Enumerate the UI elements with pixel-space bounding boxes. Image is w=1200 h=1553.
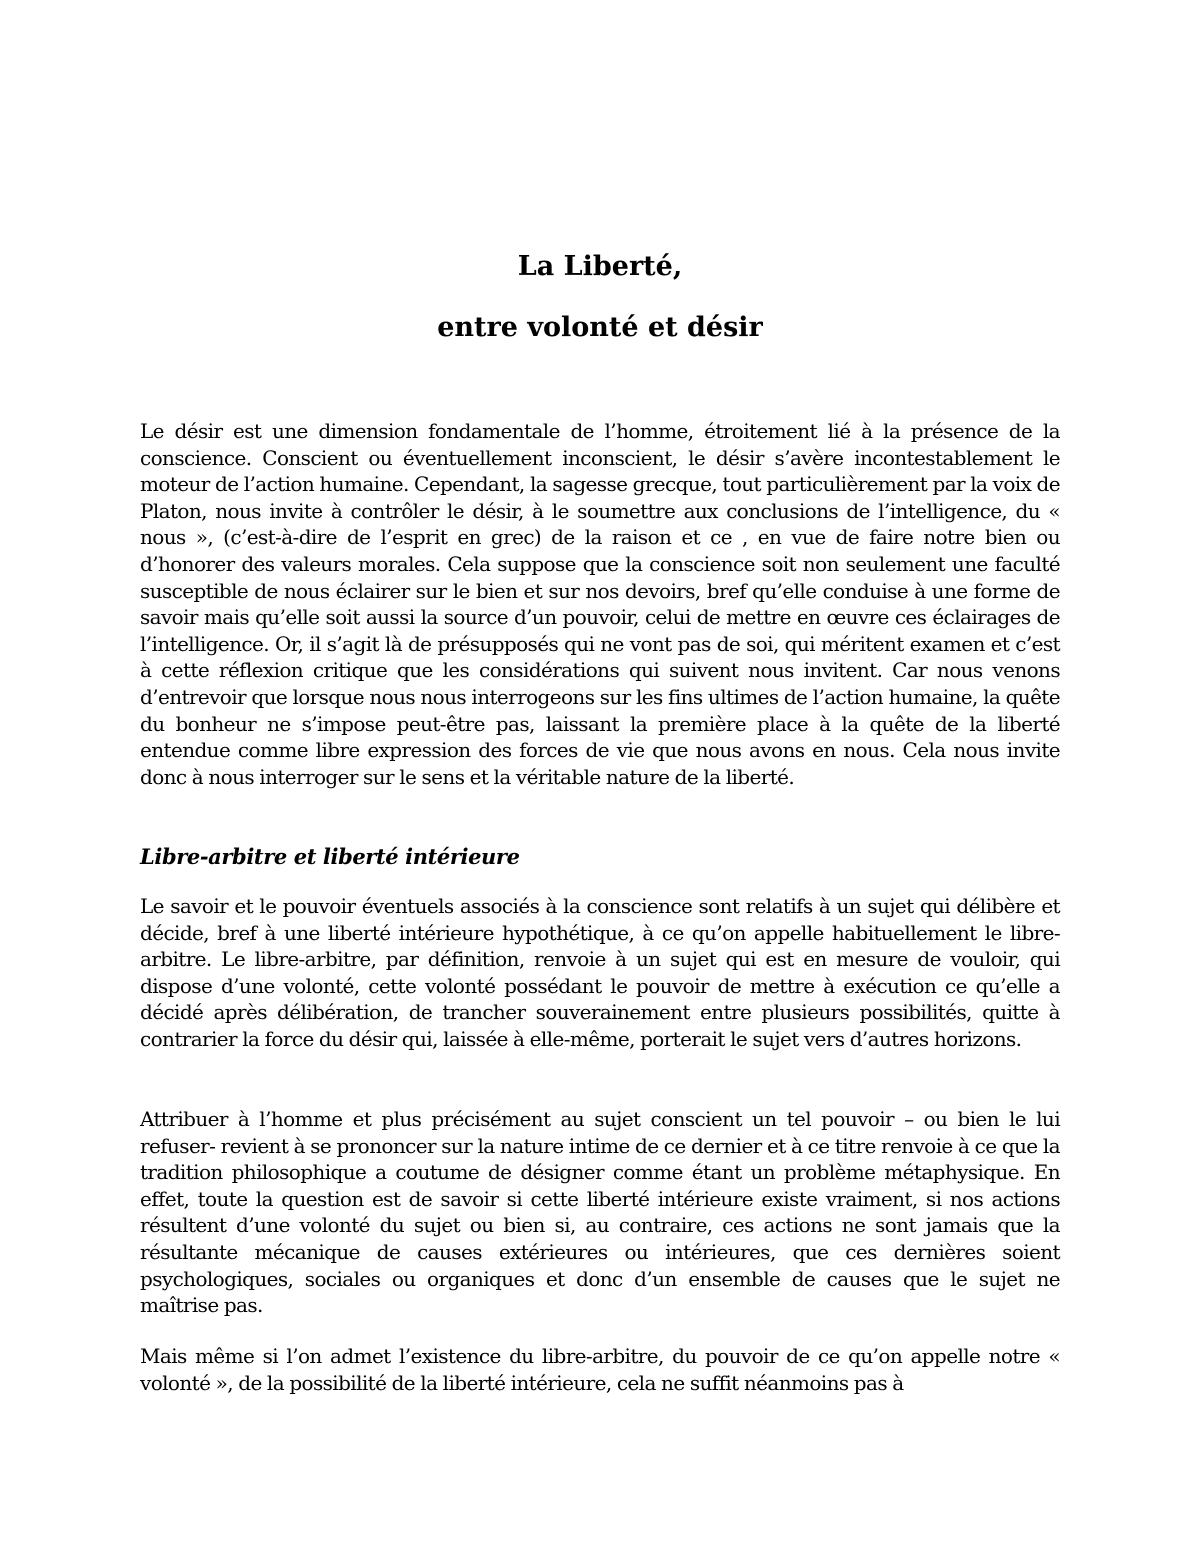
paragraph-libre-arbitre: Le savoir et le pouvoir éventuels associés à la conscience sont relatifs à un sujet qui délibère et décide, bref à une liberté intérieure hypothétique, à ce qu’on appelle habituellement le libre-arbitre. Le libre-arbitre, par définition, renvoie à un sujet qui est en mesure de vouloir, qui dispose d’une volonté, cette volonté possédant le pouvoir de mettre à exécution ce qu’elle a décidé après délibération, de trancher souverainement entre plusieurs possibilités, quitte à contrarier la force du désir qui, laissée à elle-même, porterait le sujet vers d’autres horizons. [140,894,1060,1051]
paragraph-mais-meme: Mais même si l’on admet l’existence du libre-arbitre, du pouvoir de ce qu’on appelle notre « volonté », de la possibilité de la liberté intérieure, cela ne suffit néanmoins pas à [140,1344,1060,1395]
document-title-line-1: La Liberté, [517,251,683,282]
paragraph-intro: Le désir est une dimension fondamentale de l’homme, étroitement lié à la présence de la conscience. Conscient ou éventuellement inconscient, le désir s’avère incontestablement le moteur de l’action humaine. Cependant, la sagesse grecque, tout particulièrement par la voix de Platon, nous invite à contrôler le désir, à le soumettre aux conclusions de l’intelligence, du « nous », (c’est-à-dire de l’esprit en grec) de la raison et ce , en vue de faire notre bien ou d’honorer des valeurs morales. Cela suppose que la conscience soit non seulement une faculté susceptible de nous éclairer sur le bien et sur nos devoirs, bref qu’elle conduise à une forme de savoir mais qu’elle soit aussi la source d’un pouvoir, celui de mettre en œuvre ces éclairages de l’intelligence. Or, il s’agit là de présupposés qui ne vont pas de soi, qui méritent examen et c’est à cette réflexion critique que les considérations qui suivent nous invitent. Car nous venons d’entrevoir que lorsque nous nous interrogeons sur les fins ultimes de l’action humaine, la quête du bonheur ne s’impose peut-être pas, laissant la première place à la quête de la liberté entendue comme libre expression des forces de vie que nous avons en nous. Cela nous invite donc à nous interroger sur le sens et la véritable nature de la liberté. [140,419,1060,789]
document-title-line-2: entre volonté et désir [437,312,763,343]
paragraph-attribuer: Attribuer à l’homme et plus précisément au sujet conscient un tel pouvoir – ou bien le lui refuser- revient à se prononcer sur la nature intime de ce dernier et à ce titre renvoie à ce que la tradition philosophique a coutume de désigner comme étant un problème métaphysique. En effet, toute la question est de savoir si cette liberté intérieure existe vraiment, si nos actions résultent d’une volonté du sujet ou bien si, au contraire, ces actions ne sont jamais que la résultante mécanique de causes extérieures ou intérieures, que ces dernières soient psychologiques, sociales ou organiques et donc d’un ensemble de causes que le sujet ne maîtrise pas. [140,1107,1060,1318]
section-heading: Libre-arbitre et liberté intérieure [140,844,520,869]
